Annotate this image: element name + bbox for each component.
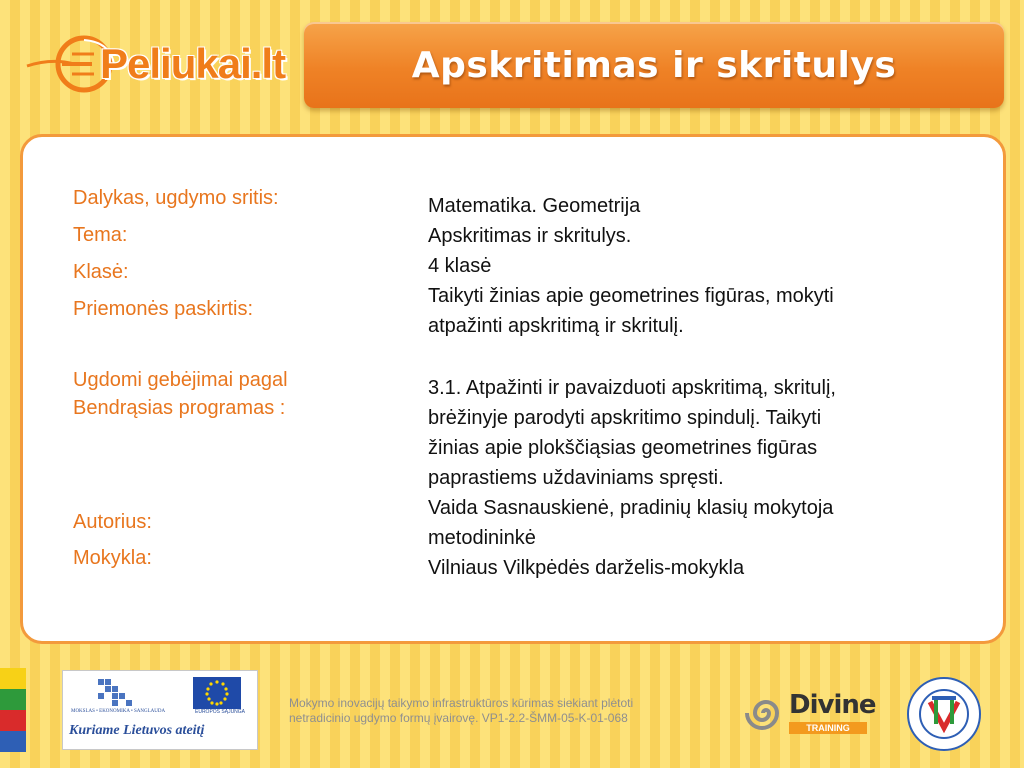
peliukai-logo[interactable] [22, 28, 292, 98]
flag-red [0, 710, 26, 731]
content-card [20, 134, 1006, 644]
flag-green [0, 689, 26, 710]
value-purpose-line2: atpažinti apskritimą ir skritulį. [428, 315, 684, 337]
flag-blue [0, 731, 26, 752]
footer-note [289, 696, 719, 726]
label-subject: Dalykas, ugdymo sritis: [73, 187, 279, 209]
value-skills-line4: paprastiems uždaviniams spręsti. [428, 467, 724, 489]
divine-sub: TRAINING [789, 722, 867, 734]
logo-text: Peliukai.lt [100, 40, 286, 87]
slide-title: Apskritimas ir skritulys [411, 44, 897, 86]
footer-note-line2: netradicinio ugdymo formų įvairovę. VP1-2.2-ŠMM-05-K-01-068 [289, 711, 628, 725]
label-purpose: Priemonės paskirtis: [73, 298, 254, 320]
label-school: Mokykla: [73, 547, 152, 569]
value-author-line2: metodininkė [428, 527, 536, 549]
value-purpose-line1: Taikyti žinias apie geometrines figūras, mokyti [428, 285, 834, 307]
label-topic: Tema: [73, 224, 128, 246]
flag-strip [0, 668, 26, 752]
value-subject: Matematika. Geometrija [428, 195, 641, 217]
flag-yellow [0, 668, 26, 689]
footer-note-line1: Mokymo inovacijų taikymo infrastruktūros kūrimas siekiant plėtoti [289, 696, 634, 710]
value-author-line1: Vaida Sasnauskienė, pradinių klasių mokytoja [428, 497, 834, 519]
divine-word: Divine [789, 690, 876, 720]
eu-small-left: MOKSLAS • EKONOMIKA • SANGLAUDA [71, 709, 166, 714]
divine-training-logo [745, 690, 875, 736]
value-skills-line3: žinias apie plokščiąsias geometrines figūras [428, 437, 818, 459]
label-skills-line2: Bendrąsias programas : [73, 397, 286, 419]
spiral-icon [745, 690, 787, 736]
school-emblem-icon [906, 676, 982, 752]
label-grade: Klasė: [73, 261, 129, 283]
label-skills-line1: Ugdomi gebėjimai pagal [73, 369, 288, 391]
value-grade: 4 klasė [428, 255, 492, 277]
value-topic: Apskritimas ir skritulys. [428, 225, 632, 247]
eu-small-right: EUROPOS SĄJUNGA [195, 709, 246, 715]
title-bar [304, 22, 1004, 108]
eu-slogan: Kuriame Lietuvos ateitį [69, 723, 205, 738]
eu-logo-box [62, 670, 258, 750]
school-emblem [906, 676, 982, 752]
value-school: Vilniaus Vilkpėdės darželis-mokykla [428, 557, 745, 579]
label-author: Autorius: [73, 511, 152, 533]
value-skills-line1: 3.1. Atpažinti ir pavaizduoti apskritimą, skritulį, [428, 377, 836, 399]
value-skills-line2: brėžinyje parodyti apskritimo spindulį. Taikyti [428, 407, 822, 429]
